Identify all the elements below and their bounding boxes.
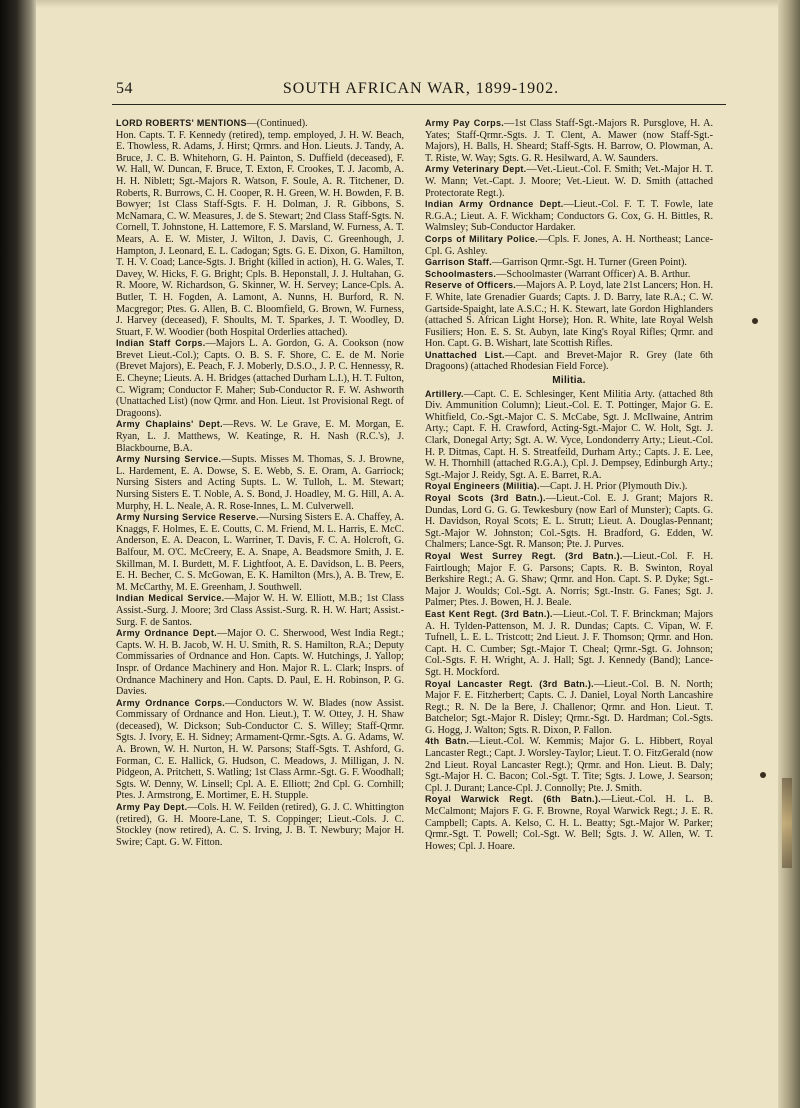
entry-text: —Lieut.-Col. W. Kemmis; Major G. L. Hibbert, Royal Lancaster Regt.; Capt. J. Worsley-Taylor; Lieut. T. O. FitzGerald (now 2nd Lieut. Royal Lancaster Regt.); Qrmr. and Hon. Lieut. B. Daly; Sgt.-Major H. C. Bacon; Col.-Sgt. T. Tite; Sgts. J. Lowe, J. Searson; Cpl. J. Durant; Lance-Cpl. J. Connolly; Pte. J. Smith.	[425, 736, 714, 794]
page-right-edge	[778, 0, 800, 1108]
entry-paragraph	[425, 199, 713, 234]
entry-paragraph	[116, 118, 404, 130]
entry-paragraph	[425, 736, 713, 794]
entry-text: —Capt. J. H. Prior (Plymouth Div.).	[539, 481, 688, 493]
entry-heading: Indian Medical Service.	[116, 593, 225, 604]
entry-text: —Lieut.-Col. H. L. B. McCalmont; Majors F. G. F. Browne, Royal Warwick Regt.; J. E. R. Campbell; Capts. A. Kelso, C. H. L. Beatty; Sgt.-Major W. Parker; Qrmr.-Sgt. T. Powell; Col.-Sgt. W. Bell; Sgts. J. W. Allen, W. T. Howes; Cpl. J. Hoare.	[425, 794, 713, 852]
entry-paragraph	[425, 118, 713, 164]
entry-text: —Conductors W. W. Blades (now Assist. Commissary of Ordnance and Hon. Lieut.), T. W. Ottey, J. H. Shaw (deceased), W. Dickson; Sub-Conductor C. S. Willey; Staff-Qrmr. Sgts. J. Ivory, E. H. Sidney; Armament-Qrmr.-Sgts. A. G. Adams, W. A. Brown, W. H. Nurton, H. W. Parsons; Staff-Sgts. T. Ashford, G. Forman, C. E. Hallick, G. Hudson, C. Meadows, J. Milligan, J. N. Pidgeon, A. Pritchett, S. Watling; 1st Class Armr.-Sgt. G. F. Woodhall; Sgts. W. Denny, W. Linsell; Cpl. A. E. Elliott; 2nd Cpl. G. Cornhill; Ptes. J. Armstrong, E. Mortimer, E. H. Stupple.	[116, 697, 404, 802]
entry-paragraph	[425, 280, 713, 350]
entry-paragraph	[116, 512, 404, 593]
entry-text: —Vet.-Lieut.-Col. F. Smith; Vet.-Major H. T. W. Mann; Vet.-Capt. J. Moore; Vet.-Lieut. W. D. Smith (attached Protectorate Regt.).	[425, 164, 713, 199]
entry-text: —Major O. C. Sherwood, West India Regt.; Capts. W. H. B. Jacob, W. H. U. Smith, R. S. Hamilton, R.A.; Deputy Commissaries of Ordnance and Hon. Capts. W. Hutchings, J. Yallop; Inspr. of Ordance Machinery and Hon. Major R. L. Clark; Insprs. of Ordnance Machinery and Hon. Capts. D. Paul, E. H. Robinson, P. G. Davies.	[116, 628, 404, 698]
entry-heading: Schoolmasters.	[425, 268, 497, 279]
entry-paragraph	[116, 454, 404, 512]
ink-spot	[752, 318, 758, 324]
entry-text: —Lieut.-Col. B. N. North; Major F. E. Fitzherbert; Capts. C. J. Daniel, Loyal North Lancashire Regt.; R. N. De la Bere, J. Challenor; Qrmr. and Hon. Lieut. T. Batchelor; Sgt.-Major R. Disley; Qrmr.-Sgt. D. Hardman; Col.-Sgts. G. Hogg, J. Walton; Sgts. R. Dixon, P. Fallon.	[425, 678, 713, 736]
entry-heading: Army Chaplains' Dept.	[116, 419, 223, 430]
entry-paragraph	[425, 794, 713, 852]
entry-heading: Army Pay Corps.	[425, 118, 505, 128]
entry-text: —Majors L. A. Gordon, G. A. Cookson (now Brevet Lieut.-Col.); Capts. O. B. S. F. Shore, C. E. de M. Norie (Brevet Majors), E. Peach, F. J. Moberly, D.S.O., J. P. C. Hennessy, R. E. Cheyne; Lieuts. A. H. Bridges (attached Durham L.I.), H. T. Fulton, C. Wigram; Conductor F. Maher; Sub-Conductor R. F. W. Ashworth (Unattached List) (now Qrmr. and Hon. Lieut. 1st Provisional Regt. of Dragoons).	[116, 338, 404, 419]
entry-paragraph	[425, 679, 713, 737]
entry-paragraph	[425, 234, 713, 257]
entry-text: —Lieut.-Col. E. J. Grant; Majors R. Dundas, Lord G. G. G. Tewkesbury (now Earl of Munster); Capts. G. H. Davidson, Royal Scots; E. L. Strutt; Lieut. A. Douglas-Pennant; Sgt.-Major W. Johnston; Col.-Sgts. H. Bradford, G. Edden, W. Chalmers; Lance-Sgt. R. Manson; Pte. J. Purves.	[425, 493, 714, 551]
entry-heading: Royal Scots (3rd Batn.).	[425, 493, 546, 503]
entry-paragraph	[425, 481, 713, 493]
right-column	[425, 118, 713, 852]
entry-text: —Cpls. F. Jones, A. H. Northeast; Lance-Cpl. G. Ashley.	[425, 233, 713, 257]
entry-paragraph	[425, 257, 713, 269]
entry-text: —Garrison Qrmr.-Sgt. H. Turner (Green Point).	[492, 257, 687, 269]
entry-text: —Majors A. P. Loyd, late 21st Lancers; Hon. H. F. White, late Grenadier Guards; Capts. J. D. Barry, late R.A.; C. W. Gartside-Spaight, late A.S.C.; H. K. Stewart, late Gordon Highlanders (attached S. African Light Horse); Hon. R. White, late Royal Welsh Fusiliers; Hon. E. S. St. Aubyn, late King's Royal Rifles; Qrmr. and Hon. Capt. G. B. Wishart, late Scottish Rifles.	[425, 280, 713, 350]
entry-text: —Schoolmaster (Warrant Officer) A. B. Arthur.	[496, 268, 691, 280]
entry-heading: 4th Batn.	[425, 736, 470, 747]
entry-text: —Capt. C. E. Schlesinger, Kent Militia Arty. (attached 8th Div. Ammunition Column); Lieut.-Col. E. T. Pottinger, Major G. E. Whitfield, Co.-Sgt.-Major C. S. McCabe, Sgt. J. McIlwaine, Antrim Arty.; Capt. F. H. Crawford, Acting-Sgt.-Major C. W. Holt, Sgt. J. Clark, Donegal Arty; Sgt. A. W. Vyce, Londonderry Arty.; Lieut.-Col. H. P. Ditmas, Capt. H. S. Streatfeild, Durham Arty.; Capts. J. E. Lee, W. H. Thornhill (attached R.G.A.), Cpl. J. Dempsey, Edinburgh Arty.; Sgt.-Major J. Reidy, Sgt. A. E. Barret, R.A.	[425, 388, 713, 481]
entry-heading: Garrison Staff.	[425, 257, 493, 268]
entry-heading: Army Ordnance Dept.	[116, 628, 217, 639]
entry-heading: Corps of Military Police.	[425, 233, 538, 244]
entry-text: —1st Class Staff-Sgt.-Majors R. Pursglove, H. A. Yates; Staff-Qrmr.-Sgts. J. T. Clent, A. Mawer (now Staff-Sgt.-Majors), H. Balls, H. Sheard; Staff-Sgts. H. Barrow, O. Plowman, A. T. Riste, W. Way; Sgts. G. R. Hesilward, A. W. Saunders.	[425, 118, 713, 164]
entry-heading: Royal West Surrey Regt. (3rd Batn.).	[425, 550, 623, 561]
entry-text: —(Continued).	[246, 118, 308, 129]
header-rule	[112, 104, 726, 105]
running-title: SOUTH AFRICAN WAR, 1899-1902.	[282, 80, 560, 97]
entry-heading: Army Nursing Service.	[116, 454, 222, 465]
entry-text: —Capt. and Brevet-Major R. Grey (late 6th Dragoons) (attached Rhodesian Field Force).	[425, 349, 714, 373]
entry-heading: Unattached List.	[425, 349, 505, 360]
entry-paragraph	[116, 628, 404, 698]
entry-paragraph	[116, 698, 404, 802]
book-binding-shadow	[0, 0, 36, 1108]
entry-text: —Revs. W. Le Grave, E. M. Morgan, E. Ryan, L. J. Matthews, W. Keatinge, R. H. Nash (R.C.'s), J. Blackbourne, B.A.	[116, 419, 404, 454]
entry-text: —Nursing Sisters E. A. Chaffey, A. Knaggs, F. Holmes, E. E. Coutts, C. M. Friend, M. L. Harris, E. McC. Anderson, E. A. Deacon, L. Warriner, T. Davis, F. C. A. Holcroft, G. Balfour, M. O'C. McCreery, E. A. Snape, A. Beadsmore Smith, J. E. Skillman, M. I. Burdett, M. F. Lightfoot, A. E. Davidson, L. B. Peers, E. H. Becher, C. S. McGowan, E. K. Hamilton (Mrs.), A. B. Trew, E. M. McCarthy, M. E. Greenham, J. Southwell.	[116, 512, 404, 593]
page-edge-mark	[782, 778, 792, 868]
entry-heading: Army Ordnance Corps.	[116, 697, 226, 708]
entry-paragraph	[425, 551, 713, 609]
entry-paragraph	[425, 389, 713, 482]
left-column	[116, 118, 404, 848]
entry-heading: Royal Engineers (Militia).	[425, 481, 540, 492]
entry-paragraph	[116, 419, 404, 454]
entry-paragraph	[116, 338, 404, 419]
entry-heading: LORD ROBERTS' MENTIONS	[116, 118, 247, 128]
entry-paragraph	[425, 609, 713, 679]
ink-spot	[760, 772, 766, 778]
entry-text: —Lieut.-Col. F. T. T. Fowle, late R.G.A.; Lieut. A. F. Wickham; Conductors G. Cox, G. H. Bittles, R. Walmsley; Sub-Conductor Hardaker.	[425, 199, 713, 234]
entry-paragraph	[116, 593, 404, 628]
entry-heading: Army Pay Dept.	[116, 802, 188, 813]
entry-text: Hon. Capts. T. F. Kennedy (retired), temp. employed, J. H. W. Beach, E. Thowless, R. Adams, J. Hirst; Qrmrs. and Hon. Lieuts. J. Tandy, A. Bruce, J. C. B. Whitehorn, G. H. Painton, S. Duffield (deceased), F. W. Hall, W. Duncan, F. Bruce, T. Exton, F. Crookes, T. J. Jacomb, A. H. H. Niblett; Sgt.-Majors R. Watson, F. Soule, A. R. Titchener, D. Roberts, R. Burrows, C. H. Cooper, R. H. Green, W. H. Bowden, F. B. Bowyer; 1st Class Staff-Sgts. F. H. Dolman, J. R. Gibbons, S. McNamara, C. W. Measures, J. de S. Stewart; 2nd Class Staff-Sgts. N. Cornell, T. Johnstone, H. Lattemore, F. S. Marsland, W. Furness, A. T. Mears, A. E. W. Mister, J. Wilton, J. Davis, C. Greenhough, J. Hampton, J. Leonard, E. L. Cadogan; Sgts. G. E. Dixon, G. Hamilton, T. H. V. Coad; Lance-Sgts. J. Bright (killed in action), H. G. Wales, T. Davey, W. Hicks, F. G. Bright; Cpls. B. Heponstall, J. J. Hultahan, G. R. Moore, W. Richardson, G. Skinner, W. H. Servey; Lance-Cpls. A. Butler, T. H. Fogden, A. Lamont, A. Nunns, H. Burford, R. N. Macgregor; Ptes. G. Allen, B. C. Bloomfield, G. Brown, W. Furness, J. Harvey (deceased), F. Shoults, M. T. Sparkes, J. T. Woodley, D. Stuart, F. W. Woodier (both Hospital Orderlies attached).	[116, 129, 404, 338]
entry-heading: Army Veterinary Dept.	[425, 164, 527, 175]
entry-text: —Cols. H. W. Feilden (retired), G. J. C. Whittington (retired), G. H. Moore-Lane, T. S. Coppinger; Lieut.-Cols. J. C. Stockley (now retired), A. C. S. Irving, J. B. T. Newbury; Major H. Swire; Capt. G. W. Fitton.	[116, 802, 404, 848]
entry-heading: Artillery.	[425, 388, 464, 399]
entry-heading: Reserve of Officers.	[425, 280, 517, 291]
entry-paragraph	[425, 350, 713, 373]
section-heading: Militia.	[552, 375, 586, 387]
page-number: 54	[116, 80, 133, 97]
page-top-edge	[36, 0, 778, 8]
entry-text: —Supts. Misses M. Thomas, S. J. Browne, L. Hardement, E. A. Dowse, S. E. Webb, S. E. Oram, A. Garriock; Nursing Sisters and Acting Supts. L. W. Tulloh, L. M. Stewart; Nursing Sisters E. T. Noble, A. S. Bond, J. Hoadley, M. G. Hill, A. A. Murphy, H. L. Neale, A. R. Rose-Innes, L. M. Culverwell.	[116, 454, 404, 512]
entry-text: —Major W. H. W. Elliott, M.B.; 1st Class Assist.-Surg. J. Moore; 3rd Class Assist.-Surg. R. H. W. Hart; Assist.-Surg. F. de Santos.	[116, 593, 404, 628]
entry-text: —Lieut.-Col. F. H. Fairtlough; Major F. G. Parsons; Capts. R. B. Swinton, Royal Berkshire Regt.; A. G. Shaw; Qrmr. and Hon. Capt. S. P. Dyke; Sgt.-Major J. Woulds; Col.-Sgt. A. Norris; Sgt.-Instr. G. Fanes; Sgt. J. Palmer; Ptes. J. Bowen, H. J. Beale.	[425, 550, 713, 609]
entry-paragraph	[425, 269, 713, 281]
entry-paragraph	[116, 802, 404, 848]
entry-heading: Army Nursing Service Reserve.	[116, 512, 259, 523]
entry-heading: Indian Army Ordnance Dept.	[425, 199, 564, 210]
entry-heading: Royal Warwick Regt. (6th Batn.).	[425, 794, 601, 805]
entry-heading: Royal Lancaster Regt. (3rd Batn.).	[425, 678, 594, 689]
entry-heading: East Kent Regt. (3rd Batn.).	[425, 608, 553, 619]
entry-text: —Lieut.-Col. T. F. Brinckman; Majors A. H. Tylden-Pattenson, M. J. R. Dundas; Capts. C. Vipan, W. F. Tufnell, L. E. L. Tristcott; 2nd Lieut. J. F. Thomson; Qrmr. and Hon. Capt. H. C. Cumber; Sgt.-Major T. Cheal; Qrmr.-Sgt. G. Johnson; Col.-Sgts. F. H. Wright, A. J. Hall; Sgt. J. Kennedy (Band); Lance-Sgt. H. Mockford.	[425, 608, 713, 678]
entry-paragraph	[425, 493, 713, 551]
entry-paragraph	[116, 130, 404, 339]
entry-paragraph	[425, 164, 713, 199]
entry-heading: Indian Staff Corps.	[116, 338, 206, 349]
